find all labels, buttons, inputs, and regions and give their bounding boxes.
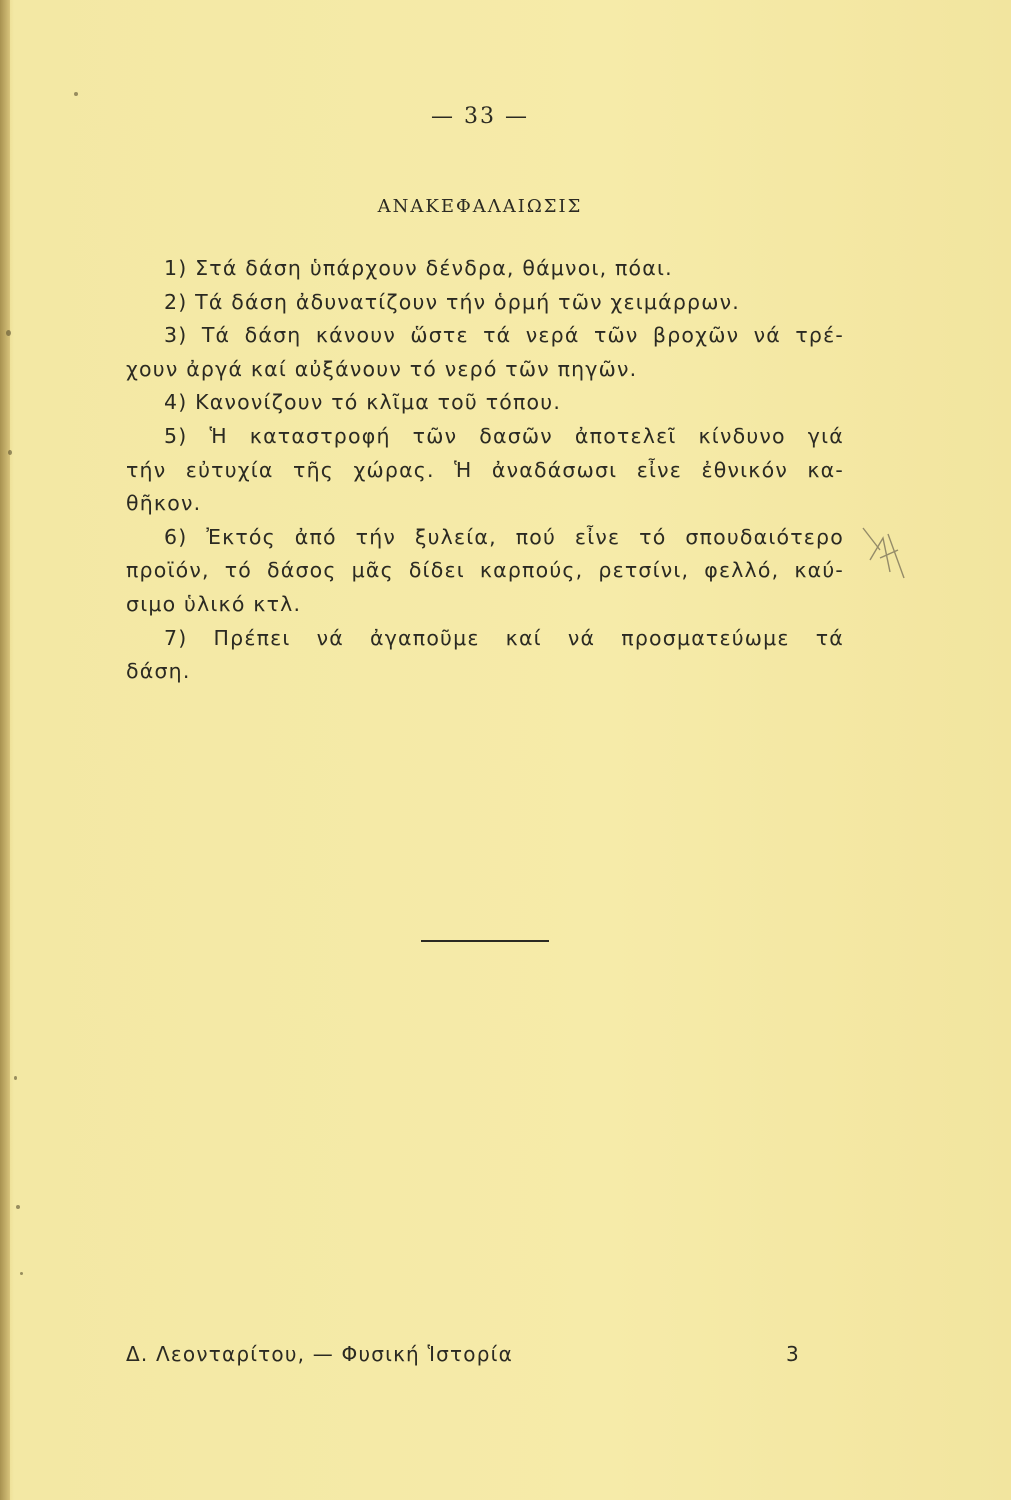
- text-line: 7) Πρέπει νά ἀγαποῦμε καί νά προσματεύωμε τά: [164, 625, 844, 650]
- text-line: 6) Ἐκτός ἀπό τήν ξυλεία, πού εἶνε τό σπουδαιότερο: [164, 524, 844, 549]
- text-line: προϊόν, τό δάσος μᾶς δίδει καρπούς, ρετσίνι, φελλό, καύ-: [126, 558, 844, 583]
- text-line: 2) Τά δάση ἀδυνατίζουν τήν ὁρμή τῶν χειμάρρων.: [164, 289, 741, 314]
- paper-speck: [74, 92, 78, 96]
- page-number: — 33 —: [431, 104, 529, 129]
- paper-speck: [6, 330, 11, 336]
- section-heading: ΑΝΑΚΕΦΑΛΑΙΩΣΙΣ: [377, 196, 583, 217]
- text-line: 3) Τά δάση κάνουν ὥστε τά νερά τῶν βροχῶν νά τρέ-: [164, 323, 844, 348]
- text-line: χουν ἀργά καί αὐξάνουν τό νερό τῶν πηγῶν.: [126, 356, 638, 381]
- text-line: θῆκον.: [126, 491, 202, 516]
- paper-speck: [20, 1272, 23, 1275]
- text-line: 5) Ἡ καταστροφή τῶν δασῶν ἀποτελεῖ κίνδυνο γιά: [164, 423, 844, 448]
- binding-edge: [0, 0, 10, 1500]
- text-line: 4) Κανονίζουν τό κλῖμα τοῦ τόπου.: [164, 390, 562, 415]
- paper-speck: [16, 1205, 20, 1209]
- pencil-mark-icon: [858, 520, 908, 590]
- footer-signature-mark: 3: [786, 1342, 799, 1366]
- summary-text: [126, 252, 844, 689]
- text-line: σιμο ὑλικό κτλ.: [126, 591, 302, 616]
- text-line: τήν εὐτυχία τῆς χώρας. Ἡ ἀναδάσωσι εἶνε ἐθνικόν κα-: [126, 457, 844, 482]
- section-divider: [421, 940, 549, 942]
- paper-speck: [8, 450, 12, 455]
- footer-author-title: Δ. Λεονταρίτου, — Φυσική Ἱστορία: [126, 1342, 513, 1366]
- text-line: δάση.: [126, 659, 191, 684]
- text-line: 1) Στά δάση ὑπάρχουν δένδρα, θάμνοι, πόαι.: [164, 256, 673, 280]
- paper-speck: [14, 1076, 17, 1080]
